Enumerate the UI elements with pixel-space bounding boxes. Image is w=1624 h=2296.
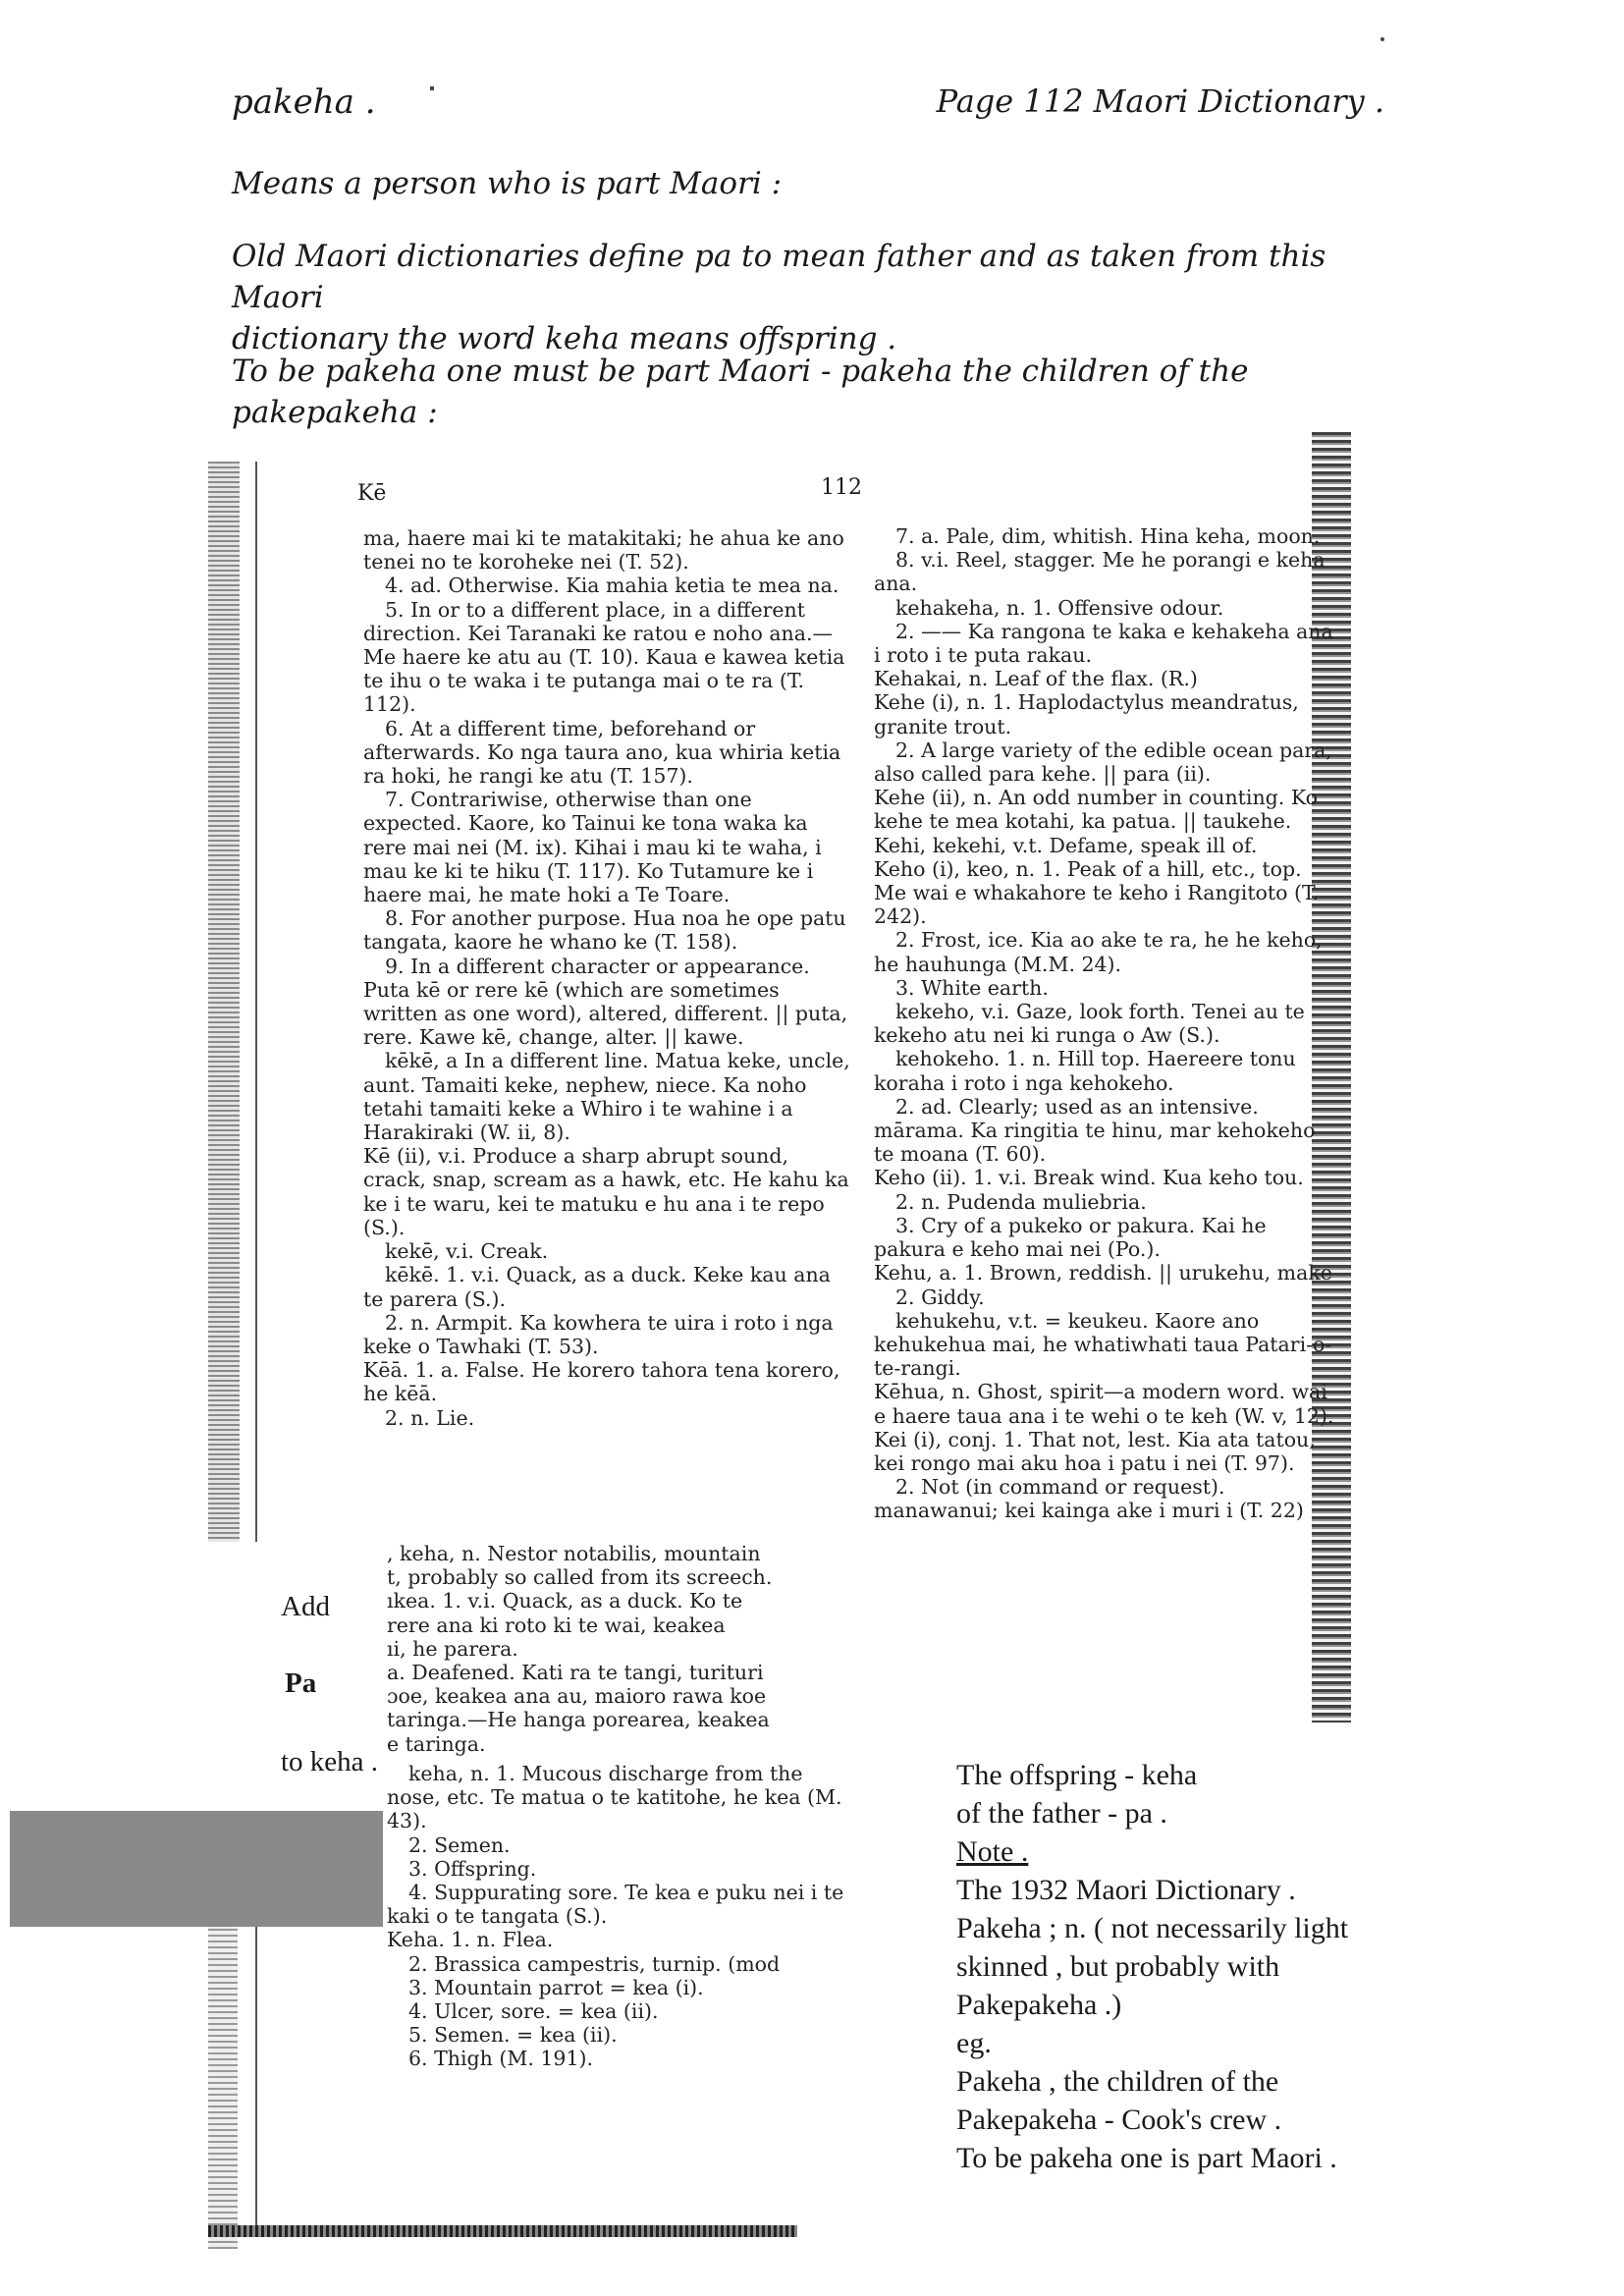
dictionary-entry: 6. Thigh (M. 191). bbox=[408, 2047, 594, 2071]
dictionary-entry: , keha, n. Nestor notabilis, mountain bbox=[387, 1542, 761, 1565]
annotation-pa: Pa bbox=[285, 1667, 317, 1699]
dictionary-entry: 2. Giddy. bbox=[895, 1285, 985, 1309]
dictionary-entry: 2. Frost, ice. Kia ao ake te ra, he he keho, he hauhunga (M.M. 24). bbox=[874, 928, 1323, 976]
note-line: eg. bbox=[956, 2027, 992, 2059]
dictionary-entry: Keho (ii). 1. v.i. Break wind. Kua keho tou. bbox=[874, 1166, 1304, 1190]
dictionary-entry: Kehakai, n. Leaf of the flax. (R.) bbox=[874, 667, 1198, 691]
dictionary-entry: kekeho, v.i. Gaze, look forth. Tenei au te kekeho atu nei ki runga o Aw (S.). bbox=[874, 1000, 1305, 1048]
dictionary-entry: rere ana ki roto ki te wai, keakea bbox=[387, 1613, 726, 1637]
dictionary-entry: Kehe (i), n. 1. Haplodactylus meandratus, granite trout. bbox=[874, 690, 1299, 738]
header-right: Page 112 Maori Dictionary . bbox=[936, 82, 1384, 120]
dictionary-entry: 2. ad. Clearly; used as an intensive. mārama. Ka ringitia te hinu, mar kehokeho te moana (T. 60). bbox=[874, 1094, 1316, 1167]
dictionary-entry: kehokeho. 1. n. Hill top. Haereere tonu koraha i roto i nga kehokeho. bbox=[874, 1047, 1296, 1095]
dictionary-entry: 8. For another purpose. Hua noa he ope patu tangata, kaore he whano ke (T. 158). bbox=[363, 906, 846, 955]
dictionary-entry: 3. Cry of a pukeko or pakura. Kai he pakura e keho mai nei (Po.). bbox=[874, 1213, 1267, 1262]
dictionary-entry: 2. n. Lie. bbox=[385, 1405, 475, 1430]
dictionary-left-column bbox=[363, 526, 854, 1430]
dictionary-entry: ıkea. 1. v.i. Quack, as a duck. Ko te bbox=[387, 1589, 743, 1613]
scan-left-edge bbox=[208, 462, 240, 1542]
dictionary-entry: 3. Offspring. bbox=[408, 1856, 537, 1881]
dictionary-entry: 2. A large variety of the edible ocean para, also called para kehe. || para (ii). bbox=[874, 738, 1332, 787]
note-line: of the father - pa . bbox=[956, 1797, 1167, 1830]
dictionary-entry: ıi, he parera. bbox=[387, 1636, 518, 1661]
dictionary-entry: Keha. 1. n. Flea. bbox=[387, 1928, 554, 1952]
note-line: Pakepakeha .) bbox=[956, 1989, 1122, 2021]
note-line: To be pakeha one is part Maori . bbox=[956, 2142, 1337, 2174]
dictionary-entry: 3. Mountain parrot = kea (i). bbox=[408, 1975, 704, 1999]
dictionary-headword: Kē bbox=[357, 481, 387, 506]
annotation-to-keha: to keha . bbox=[281, 1746, 379, 1777]
dictionary-entry: 2. n. Pudenda muliebria. bbox=[895, 1189, 1147, 1214]
dictionary-entry: 7. a. Pale, dim, whitish. Hina keha, moon. bbox=[895, 524, 1321, 548]
dictionary-entry: 5. Semen. = kea (ii). bbox=[408, 2023, 618, 2048]
dictionary-entry: kekē, v.i. Creak. bbox=[385, 1239, 549, 1264]
dictionary-entry: Kei (i), conj. 1. That not, lest. Kia ata tatou, kei rongo mai aku hoa i patu i nei (T. 97). bbox=[874, 1427, 1316, 1475]
dictionary-entry: Kehe (ii), n. An odd number in counting. Ko kehe te mea kotahi, ka patua. || taukehe. bbox=[874, 786, 1318, 834]
dictionary-entry: 2. Brassica campestris, turnip. (mod bbox=[408, 1951, 781, 1976]
dictionary-entry: 3. White earth. bbox=[895, 975, 1049, 1000]
dictionary-entry: kehakeha, n. 1. Offensive odour. bbox=[895, 595, 1224, 620]
dictionary-entry: 4. Ulcer, sore. = kea (ii). bbox=[408, 1999, 659, 2024]
dictionary-entry: ɔoe, keakea ana au, maioro rawa koe bbox=[387, 1684, 767, 1709]
dictionary-entry: ma, haere mai ki te matakitaki; he ahua ke ano tenei no te koroheke nei (T. 52). bbox=[363, 526, 844, 574]
intro-line-3: To be pakeha one must be part Maori - pakeha the children of the pakepakeha : bbox=[232, 354, 1249, 430]
dictionary-entry: kēkē. 1. v.i. Quack, as a duck. Keke kau ana te parera (S.). bbox=[363, 1263, 831, 1311]
dictionary-entry: 6. At a different time, beforehand or afterwards. Ko nga taura ano, kua whiria ketia ra hoki, he rangi ke atu (T. 157). bbox=[363, 716, 841, 789]
dictionary-entry: Kēā. 1. a. False. He korero tahora tena korero, he kēā. bbox=[363, 1358, 840, 1406]
note-line: The offspring - keha bbox=[956, 1759, 1198, 1791]
dictionary-entry: Kehi, kekehi, v.t. Defame, speak ill of. bbox=[874, 833, 1258, 857]
dictionary-entry: Kehu, a. 1. Brown, reddish. || urukehu, make bbox=[874, 1261, 1332, 1285]
note-line: Pakeha , the children of the bbox=[956, 2065, 1279, 2098]
dictionary-entry: kēkē, a In a different line. Matua keke, uncle, aunt. Tamaiti keke, nephew, niece. Ka noho tetahi tamaiti keke a Whiro i te wahine i a Harakiraki (W. ii, 8). bbox=[363, 1049, 850, 1145]
intro-line-2a: Old Maori dictionaries define pa to mean father and as taken from this Maori bbox=[232, 239, 1326, 315]
dictionary-right-column bbox=[874, 524, 1335, 1523]
dictionary-entry: 4. ad. Otherwise. Kia mahia ketia te mea na. bbox=[385, 574, 839, 598]
dictionary-entry: 7. Contrariwise, otherwise than one expected. Kaore, ko Tainui ke tona waka ka rere mai nei (M. ix). Kihai i mau ki te waha, i mau ke ki te hiku (T. 117). Ko Tutamure ke i haere mai, he mate hoki a Te Toare. bbox=[363, 788, 822, 907]
intro-paragraph-2 bbox=[232, 236, 1351, 359]
dictionary-entry: 2. Semen. bbox=[408, 1832, 511, 1857]
note-line: The 1932 Maori Dictionary . bbox=[956, 1874, 1296, 1906]
intro-line-2b: dictionary the word keha means offspring . bbox=[232, 321, 897, 356]
dictionary-entry: Keho (i), keo, n. 1. Peak of a hill, etc., top. Me wai e whakahore te keho i Rangitoto (T. 242). bbox=[874, 856, 1320, 929]
note-line: Pakepakeha - Cook's crew . bbox=[956, 2104, 1282, 2136]
dictionary-entry: 2. —— Ka rangona te kaka e kehakeha ana i roto i te puta rakau. bbox=[874, 619, 1333, 668]
dictionary-entry: kehukehu, v.t. = keukeu. Kaore ano kehukehua mai, he whatiwhati taua Patari-o-te-rangi. bbox=[874, 1308, 1332, 1381]
dictionary-entry: 8. v.i. Reel, stagger. Me he porangi e keha ana. bbox=[874, 548, 1326, 596]
annotation-add: Add bbox=[281, 1591, 330, 1622]
scan-bottom-edge bbox=[208, 2225, 797, 2237]
dictionary-entry: taringa.—He hanga porearea, keakea bbox=[387, 1708, 770, 1732]
dictionary-entry: 2. Not (in command or request). manawanui; kei kainga ake i muri i (T. 22) bbox=[874, 1475, 1304, 1523]
dictionary-entry: Kē (ii), v.i. Produce a sharp abrupt sound, crack, snap, scream as a hawk, etc. He kahu ka ke i te waru, kei te matuku e hu ana i te repo (S.). bbox=[363, 1144, 849, 1239]
note-line: skinned , but probably with bbox=[956, 1950, 1280, 1983]
dictionary-entry: 2. n. Armpit. Ka kowhera te uira i roto i nga keke o Tawhaki (T. 53). bbox=[363, 1310, 834, 1358]
dictionary-left-column-mid bbox=[387, 1542, 854, 1756]
header-left: pakeha . bbox=[232, 82, 376, 122]
dictionary-entry: 9. In a different character or appearance. Puta kē or rere kē (which are sometimes written as one word), altered, different. || puta, rere. Kawe kē, change, alter. || kawe. bbox=[363, 954, 848, 1050]
notes-block bbox=[956, 1756, 1428, 2177]
dictionary-entry: 5. In or to a different place, in a different direction. Kei Taranaki ke ratou e noho ana.—Me haere ke atu au (T. 10). Kaua e kawea ketia te ihu o te waka i te putanga mai o te ra (T. 112). bbox=[363, 597, 845, 717]
scan-speck bbox=[1380, 37, 1384, 41]
scan-speck bbox=[430, 86, 434, 90]
dictionary-entry: keha, n. 1. Mucous discharge from the nose, etc. Te matua o te katitohe, he kea (M. 43). bbox=[387, 1762, 842, 1833]
dictionary-left-column-low bbox=[387, 1762, 858, 2071]
dictionary-page-number: 112 bbox=[821, 475, 862, 500]
redaction-block bbox=[10, 1811, 383, 1927]
dictionary-entry: 4. Suppurating sore. Te kea e puku nei i te kaki o te tangata (S.). bbox=[387, 1881, 844, 1929]
dictionary-entry: t, probably so called from its screech. bbox=[387, 1565, 773, 1590]
dictionary-entry: Kēhua, n. Ghost, spirit—a modern word. wai e haere taua ana i te wehi o te keh (W. v, 12). bbox=[874, 1380, 1334, 1428]
dictionary-entry: e taringa. bbox=[387, 1731, 486, 1756]
note-line: Pakeha ; n. ( not necessarily light bbox=[956, 1912, 1349, 1944]
scan-margin-line bbox=[255, 462, 257, 1542]
intro-line-1: Means a person who is part Maori : bbox=[232, 166, 783, 201]
dictionary-entry: a. Deafened. Kati ra te tangi, turituri bbox=[387, 1661, 764, 1685]
note-line: Note . bbox=[956, 1835, 1029, 1868]
